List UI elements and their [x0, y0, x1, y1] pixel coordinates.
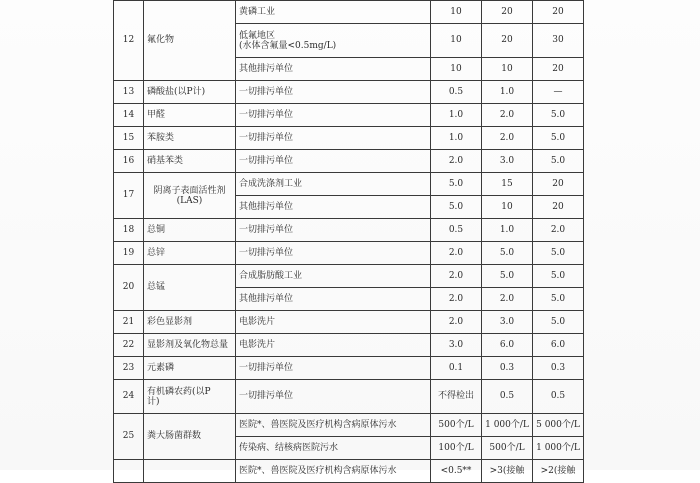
pollutant-name-text: 有机磷农药(以P 计) [147, 386, 211, 407]
grade-1-value: 不得检出 [431, 380, 482, 414]
row-number: 23 [114, 357, 144, 380]
pollutant-name: 粪大肠菌群数 [144, 414, 236, 460]
row-number: 15 [114, 127, 144, 150]
table-row [114, 150, 584, 173]
source-category: 合成脂肪酸工业 [236, 265, 431, 288]
row-number: 24 [114, 380, 144, 414]
grade-2-value: 0.3 [482, 357, 533, 380]
row-number: 20 [114, 265, 144, 311]
grade-1-value: 2.0 [431, 265, 482, 288]
grade-3-value: 20 [533, 1, 584, 24]
grade-3-value: 5.0 [533, 150, 584, 173]
table-row [114, 265, 584, 288]
table-row [114, 414, 584, 437]
source-category: 合成洗涤剂工业 [236, 173, 431, 196]
source-category: 电影洗片 [236, 311, 431, 334]
pollutant-name: 总锌 [144, 242, 236, 265]
grade-3-value: 20 [533, 196, 584, 219]
grade-2-value: 20 [482, 1, 533, 24]
grade-1-value: 1.0 [431, 127, 482, 150]
grade-3-value: 30 [533, 24, 584, 58]
grade-3-value: 5.0 [533, 288, 584, 311]
grade-3-value: 5.0 [533, 242, 584, 265]
grade-2-value: 2.0 [482, 127, 533, 150]
grade-1-value: 0.5 [431, 219, 482, 242]
grade-3-value: >2(接触 [533, 460, 584, 483]
grade-3-value: 2.0 [533, 219, 584, 242]
pollutant-name: 彩色显影剂 [144, 311, 236, 334]
row-number: 14 [114, 104, 144, 127]
pollutant-name [144, 173, 236, 219]
grade-3-value: 5.0 [533, 311, 584, 334]
grade-2-value: 10 [482, 58, 533, 81]
source-category: 其他排污单位 [236, 196, 431, 219]
grade-1-value: 500个/L [431, 414, 482, 437]
grade-2-value: 6.0 [482, 334, 533, 357]
grade-2-value: 1.0 [482, 81, 533, 104]
pollutant-name: 元素磷 [144, 357, 236, 380]
grade-2-value: 1 000个/L [482, 414, 533, 437]
grade-1-value: 3.0 [431, 334, 482, 357]
grade-1-value: <0.5** [431, 460, 482, 483]
row-number: 16 [114, 150, 144, 173]
source-category [236, 24, 431, 58]
grade-2-value: 3.0 [482, 150, 533, 173]
grade-1-value: 2.0 [431, 288, 482, 311]
row-number: 21 [114, 311, 144, 334]
table-row [114, 380, 584, 414]
row-number: 12 [114, 1, 144, 81]
grade-3-value: 20 [533, 58, 584, 81]
table-row [114, 219, 584, 242]
grade-2-value: 10 [482, 196, 533, 219]
grade-1-value: 2.0 [431, 311, 482, 334]
table-row [114, 357, 584, 380]
pollutant-name [144, 460, 236, 483]
row-number: 18 [114, 219, 144, 242]
table-row [114, 127, 584, 150]
pollutant-name [144, 380, 236, 414]
grade-3-value: 5.0 [533, 127, 584, 150]
row-number: 19 [114, 242, 144, 265]
pollutant-name: 总锰 [144, 265, 236, 311]
grade-1-value: 2.0 [431, 150, 482, 173]
grade-1-value: 0.5 [431, 81, 482, 104]
grade-3-value: 0.5 [533, 380, 584, 414]
source-category: 一切排污单位 [236, 380, 431, 414]
source-category: 医院*、兽医院及医疗机构含病原体污水 [236, 414, 431, 437]
table-row [114, 460, 584, 483]
source-category: 其他排污单位 [236, 288, 431, 311]
grade-1-value: 1.0 [431, 104, 482, 127]
pollutant-name: 显影剂及氧化物总量 [144, 334, 236, 357]
source-category: 黄磷工业 [236, 1, 431, 24]
table-row [114, 311, 584, 334]
source-category: 电影洗片 [236, 334, 431, 357]
grade-2-value: 1.0 [482, 219, 533, 242]
table-row [114, 104, 584, 127]
row-number [114, 460, 144, 483]
row-number: 17 [114, 173, 144, 219]
source-category: 一切排污单位 [236, 219, 431, 242]
grade-3-value: 5 000个/L [533, 414, 584, 437]
grade-3-value: 6.0 [533, 334, 584, 357]
pollutant-name: 苯胺类 [144, 127, 236, 150]
row-number: 13 [114, 81, 144, 104]
source-category: 其他排污单位 [236, 58, 431, 81]
grade-1-value: 5.0 [431, 196, 482, 219]
grade-1-value: 100个/L [431, 437, 482, 460]
row-number: 25 [114, 414, 144, 460]
source-category: 一切排污单位 [236, 81, 431, 104]
pollutant-name: 氟化物 [144, 1, 236, 81]
table-row [114, 173, 584, 196]
pollutant-name: 甲醛 [144, 104, 236, 127]
grade-1-value: 2.0 [431, 242, 482, 265]
grade-2-value: 5.0 [482, 265, 533, 288]
source-category: 传染病、结核病医院污水 [236, 437, 431, 460]
grade-1-value: 10 [431, 24, 482, 58]
table-row [114, 242, 584, 265]
grade-3-value: 20 [533, 173, 584, 196]
grade-1-value: 0.1 [431, 357, 482, 380]
grade-2-value: 15 [482, 173, 533, 196]
grade-3-value: 5.0 [533, 265, 584, 288]
pollutant-name: 总铜 [144, 219, 236, 242]
source-category: 一切排污单位 [236, 150, 431, 173]
grade-3-value: 5.0 [533, 104, 584, 127]
row-number: 22 [114, 334, 144, 357]
grade-3-value: 0.3 [533, 357, 584, 380]
table-row [114, 334, 584, 357]
pollutant-name: 硝基苯类 [144, 150, 236, 173]
grade-2-value: 2.0 [482, 104, 533, 127]
grade-2-value: 500个/L [482, 437, 533, 460]
grade-2-value: 0.5 [482, 380, 533, 414]
grade-2-value: >3(接触 [482, 460, 533, 483]
grade-1-value: 5.0 [431, 173, 482, 196]
grade-1-value: 10 [431, 58, 482, 81]
source-category-line: 低氟地区 (水体含氟量<0.5mg/L) [239, 30, 337, 51]
grade-2-value: 3.0 [482, 311, 533, 334]
table-row [114, 1, 584, 24]
grade-2-value: 20 [482, 24, 533, 58]
grade-3-value: — [533, 81, 584, 104]
source-category: 一切排污单位 [236, 242, 431, 265]
grade-2-value: 5.0 [482, 242, 533, 265]
table-row [114, 81, 584, 104]
source-category: 一切排污单位 [236, 357, 431, 380]
grade-1-value: 10 [431, 1, 482, 24]
pollutant-name-text: 阴离子表面活性剂 (LAS) [153, 185, 226, 206]
source-category: 一切排污单位 [236, 104, 431, 127]
pollutant-name: 磷酸盐(以P计) [144, 81, 236, 104]
pollutant-standards-table [113, 0, 584, 483]
source-category: 一切排污单位 [236, 127, 431, 150]
grade-3-value: 1 000个/L [533, 437, 584, 460]
source-category: 医院*、兽医院及医疗机构含病原体污水 [236, 460, 431, 483]
grade-2-value: 2.0 [482, 288, 533, 311]
